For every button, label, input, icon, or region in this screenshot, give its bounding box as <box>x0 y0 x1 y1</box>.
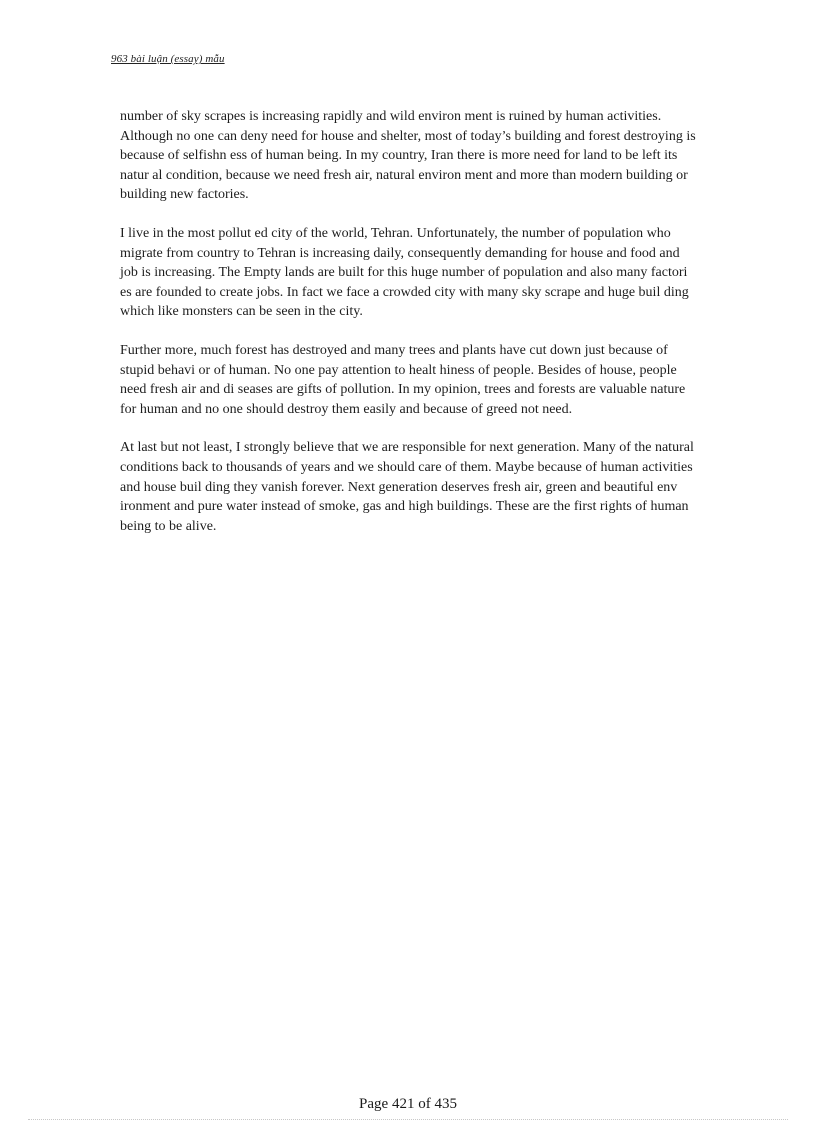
paragraph: Further more, much forest has destroyed and many trees and plants have cut down just because of stupid behavi or of human. No one pay attention to healt hiness of people. Besides of house, people need fresh air and di seases are gifts of pollution. In my opinion, trees and forests are valuable nature for human and no one should destroy them easily and because of greed not need. <box>120 342 686 417</box>
paragraph: At last but not least, I strongly believe that we are responsible for next generation. Many of the natural conditions back to thousands of years and we should care of them. Maybe because of human activities and house buil ding they vanish forever. Next generation deserves fresh air, green and beautiful env ironment and pure water instead of smoke, gas and high buildings. These are the first rights of human being to be alive. <box>120 440 694 534</box>
essay-body <box>120 107 698 555</box>
paragraph: number of sky scrapes is increasing rapidly and wild environ ment is ruined by human activities. Although no one can deny need for house and shelter, most of today’s building and forest destroying is because of selfishn ess of human being. In my country, Iran there is more need for land to be left its natur al condition, because we need fresh air, natural environ ment and more than modern building or building new factories. <box>120 109 696 203</box>
page-number: Page 421 of 435 <box>359 1096 457 1112</box>
paragraph: I live in the most pollut ed city of the world, Tehran. Unfortunately, the number of population who migrate from country to Tehran is increasing daily, consequently demanding for house and food and job is increasing. The Empty lands are built for this huge number of population and also many factori es are founded to create jobs. In fact we face a crowded city with many sky scrape and huge buil ding which like monsters can be seen in the city. <box>120 225 689 320</box>
footer-divider <box>28 1119 788 1120</box>
running-header: 963 bài luận (essay) mẫu <box>111 53 225 65</box>
